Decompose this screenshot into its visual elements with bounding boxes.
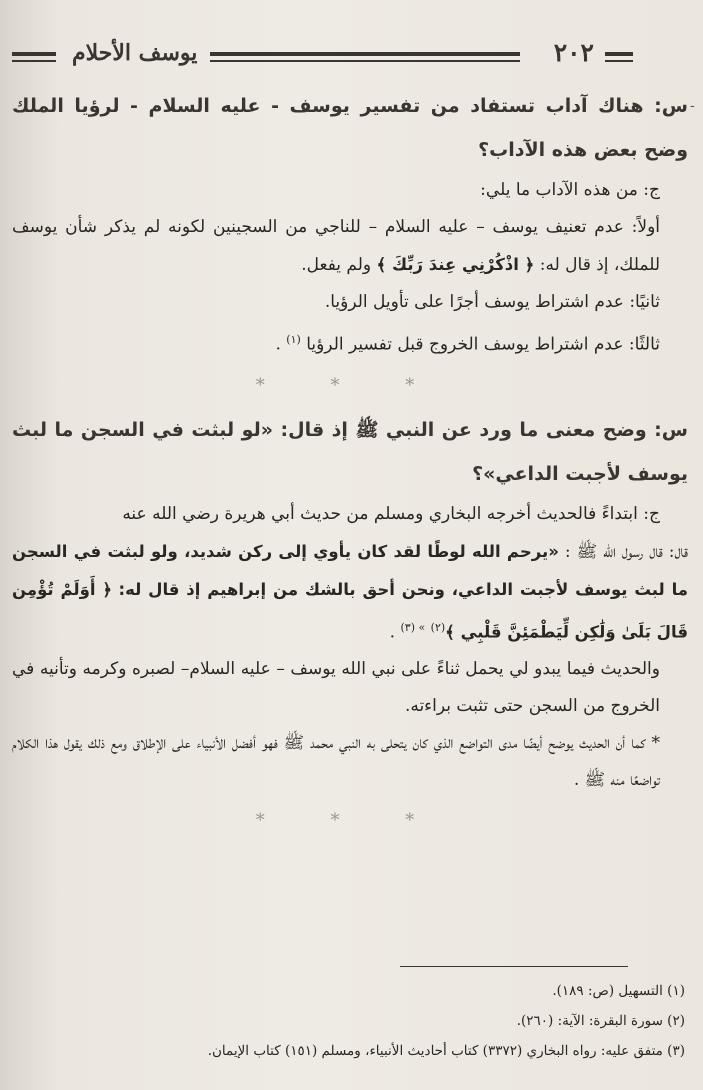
header-bar-right	[605, 52, 633, 56]
running-title: يوسف الأحلام	[72, 40, 198, 66]
footnote-1: (١) التسهيل (ص: ١٨٩).	[552, 983, 685, 999]
answer-2-said: قال: قال رسول الله ﷺ :	[564, 541, 689, 562]
answer-2-intro: ج: ابتداءً فالحديث أخرجه البخاري ومسلم من حديث أبي هريرة رضي الله عنه	[122, 503, 660, 524]
footnotes	[130, 976, 685, 1066]
answer-1-third-text: ثالثًا: عدم اشتراط يوسف الخروج قبل تفسير الرؤيا	[306, 334, 660, 355]
footnote-3: (٣) متفق عليه: رواه البخاري (٣٣٧٢) كتاب أحاديث الأنبياء، ومسلم (١٥١) كتاب الإيمان.	[207, 1043, 685, 1059]
quran-quote-1: ﴿ اذْكُرْنِي عِندَ رَبِّكَ ﴾	[376, 255, 535, 274]
answer-1-third: ثالثًا: عدم اشتراط يوسف الخروج قبل تفسير الرؤيا $^{(١)}$ .	[275, 333, 660, 355]
page-header	[10, 38, 690, 78]
question-1: س: هناك آداب تستفاد من تفسير يوسف - عليه السلام - لرؤيا الملك وضح بعض هذه الآداب؟	[12, 95, 688, 161]
footnote-separator	[400, 966, 628, 967]
answer-1-first-end: ولم يفعل.	[301, 255, 372, 275]
quran-quote-2: ﴿ أَوَلَمْ تُؤْمِن قَالَ بَلَىٰ وَلَٰكِن لِّيَطْمَئِنَّ قَلْبِي ﴾	[12, 579, 688, 642]
question-2: س: وضح معنى ما ورد عن النبي ﷺ إذ قال: «لو لبثت في السجن ما لبث يوسف لأجبت الداعي»؟	[12, 418, 688, 485]
header-bar-left-2	[12, 60, 56, 62]
answer-2-comment-2: * كما أن الحديث يوضح أيضًا مدى التواضع الذي كان يتحلى به النبي محمد ﷺ فهو أفضل الأنبياء على الإطلاق ومع ذلك يقول هذا الكلام تواضعًا منه ﷺ .	[12, 733, 660, 791]
answer-1-intro: ج: من هذه الآداب ما يلي:	[480, 180, 660, 200]
page-body	[12, 84, 688, 843]
section-divider-1: * * *	[255, 374, 445, 396]
header-bar-right-2	[605, 60, 633, 62]
page-number: ٢٠٢	[553, 38, 594, 67]
header-bar-left	[12, 52, 56, 56]
answer-1-first-text: أولاً: عدم تعنيف يوسف – عليه السلام – للناجي من السجينين لكونه لم يذكر شأن يوسف للملك، إذ قال له:	[12, 217, 660, 275]
header-bar-middle-2	[210, 60, 520, 62]
hadith-text: «يرحم الله لوطًا لقد كان يأوي إلى ركن شديد، ولو لبثت في السجن ما لبث يوسف لأجبت الداعي، ونحن أحق بالشك من إبراهيم إذ قال له:	[12, 541, 688, 599]
footnote-2: (٢) سورة البقرة: الآية: (٢٦٠).	[516, 1013, 685, 1029]
answer-1-first	[12, 209, 688, 284]
footnote-ref-1: (١)	[286, 333, 301, 346]
footnote-ref-3: » (٣)	[400, 620, 426, 634]
answer-1-second: ثانيًا: عدم اشتراط يوسف أجرًا على تأويل الرؤيا.	[324, 292, 660, 312]
answer-2-hadith: قال: قال رسول الله ﷺ : «يرحم الله لوطًا لقد كان يأوي إلى ركن شديد، ولو لبثت في السجن ما لبث يوسف لأجبت الداعي، ونحن أحق بالشك من إبراهيم إذ قال له: ﴿ أَوَلَمْ تُؤْمِن قَالَ بَلَىٰ وَلَٰكِن لِّيَطْمَئِنَّ قَلْبِي ﴾$^{(٢)}$ $^{» (٣)}$ .	[12, 541, 689, 643]
header-bar-middle	[210, 52, 520, 56]
answer-2-comment: والحديث فيما يبدو لي يحمل ثناءً على نبي الله يوسف – عليه السلام– لصبره وكرمه وتأنيه في الخروج من السجن حتى تثبت براءته.	[12, 659, 660, 717]
margin-mark: -	[690, 98, 695, 114]
section-divider-2: * * *	[255, 810, 445, 832]
footnote-ref-2: (٢)	[430, 620, 446, 634]
